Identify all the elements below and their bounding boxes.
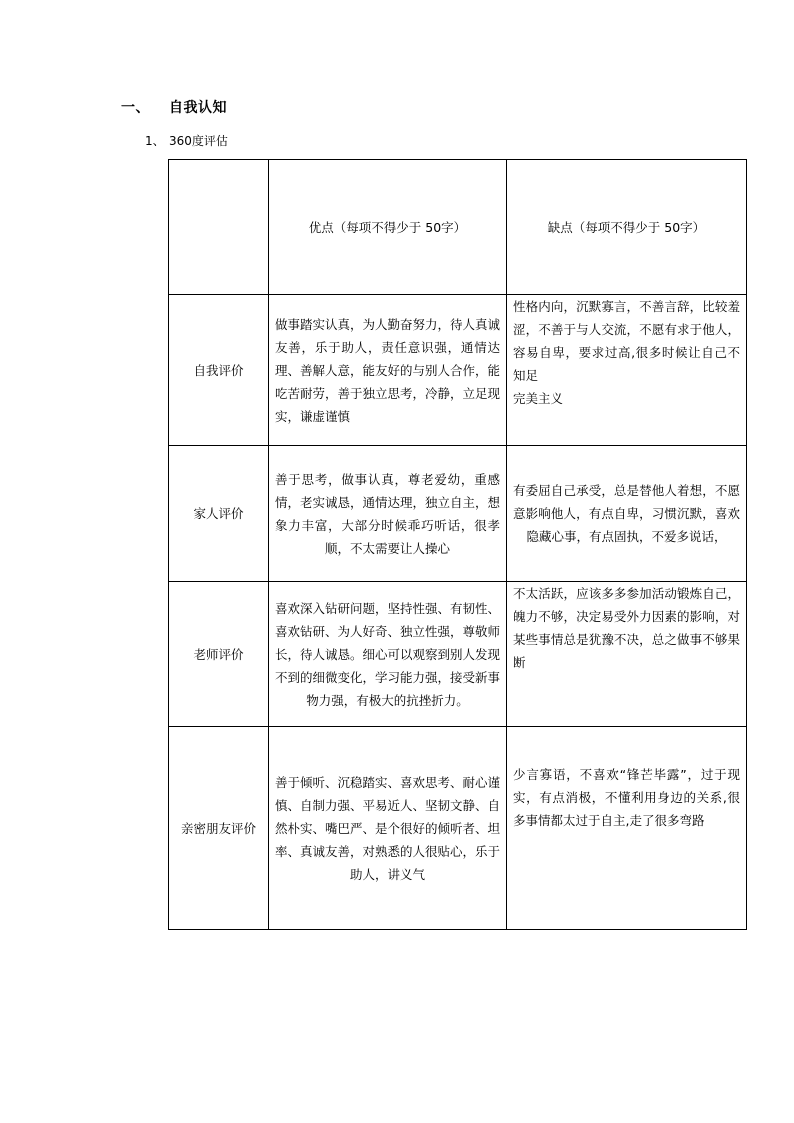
teacher-cons-text: 不太活跃，应该多多参加活动锻炼自己，魄力不够，决定易受外力因素的影响，对某些事情总是犹豫不决，总之做事不够果断 <box>513 586 740 670</box>
friends-pros-cell <box>269 727 507 930</box>
family-pros-cell <box>269 446 507 582</box>
table-row-self <box>169 295 747 446</box>
row-label-family: 家人评价 <box>169 446 269 582</box>
subsection-title: 360度评估 <box>169 134 228 148</box>
friends-pros-text: 善于倾听、沉稳踏实、喜欢思考、耐心谨慎、自制力强、平易近人、坚韧文静、自然朴实、嘴巴严、是个很好的倾听者、坦率、真诚友善，对熟悉的人很贴心，乐于助人，讲义气 <box>275 774 501 882</box>
self-cons-cell <box>507 295 747 446</box>
table-header-row <box>169 160 747 295</box>
section-heading <box>121 97 227 117</box>
section-title: 自我认知 <box>169 100 227 116</box>
table-row-friends <box>169 727 747 930</box>
self-cons-text: 性格内向，沉默寡言，不善言辞，比较羞涩，不善于与人交流，不愿有求于他人，容易自卑，要求过高,很多时候让自己不知足 <box>513 299 740 383</box>
family-cons-cell <box>507 446 747 582</box>
family-cons-text: 有委屈自己承受，总是替他人着想，不愿意影响他人，有点自卑，习惯沉默，喜欢隐藏心事，有点固执，不爱多说话， <box>513 483 740 544</box>
cons-header: 缺点（每项不得少于 50字） <box>507 160 747 295</box>
family-pros-text: 善于思考，做事认真，尊老爱幼，重感情，老实诚恳，通情达理，独立自主，想象力丰富，大部分时候乖巧听话，很孝顺，不太需要让人操心 <box>275 471 501 556</box>
subsection-heading <box>145 132 228 149</box>
corner-cell <box>169 160 269 295</box>
evaluation-table <box>168 159 747 930</box>
table-row-teacher <box>169 582 747 727</box>
friends-cons-text: 少言寡语，不喜欢“锋芒毕露”，过于现实，有点消极，不懂利用身边的关系,很多事情都太过于自主,走了很多弯路 <box>513 767 740 828</box>
teacher-pros-cell <box>269 582 507 727</box>
pros-header: 优点（每项不得少于 50字） <box>269 160 507 295</box>
self-pros-text: 做事踏实认真，为人勤奋努力，待人真诚友善，乐于助人，责任意识强，通情达理、善解人意，能友好的与别人合作，能吃苦耐劳，善于独立思考，冷静，立足现实，谦虚谨慎 <box>275 316 501 424</box>
section-number: 一、 <box>121 100 150 116</box>
friends-cons-cell <box>507 727 747 930</box>
table-row-family <box>169 446 747 582</box>
row-label-friends: 亲密朋友评价 <box>169 727 269 930</box>
self-cons-extra: 完美主义 <box>513 391 564 406</box>
self-pros-cell <box>269 295 507 446</box>
teacher-cons-cell <box>507 582 747 727</box>
row-label-self: 自我评价 <box>169 295 269 446</box>
teacher-pros-text: 喜欢深入钻研问题，坚持性强、有韧性、喜欢钻研、为人好奇、独立性强，尊敬师长，待人诚恳。细心可以观察到别人发现不到的细微变化，学习能力强，接受新事物力强，有极大的抗挫折力。 <box>275 600 501 708</box>
row-label-teacher: 老师评价 <box>169 582 269 727</box>
subsection-number: 1、 <box>145 134 165 148</box>
